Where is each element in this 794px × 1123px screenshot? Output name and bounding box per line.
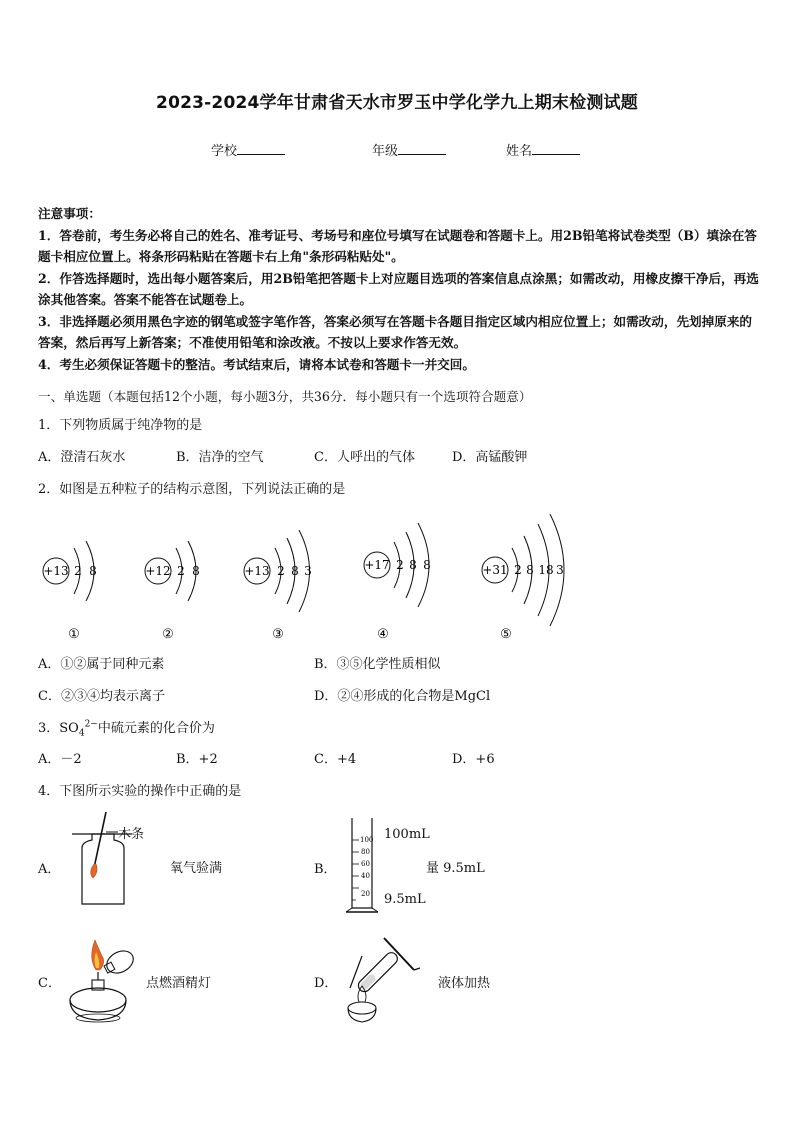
nucleus-charge: +31 [482,563,508,577]
note-item: 3．非选择题必须用黑色字迹的钢笔或签字笔作答，答案必须写在答题卡各题目指定区域内相应位置上；如需改动，先划掉原来的答案，然后再写上新答案；不准使用铅笔和涂改液。不按以上要求作答无效。 [38,313,753,350]
nucleus-charge: +13 [244,564,270,578]
question-2-stem: 2．如图是五种粒子的结构示意图，下列说法正确的是 [38,482,346,497]
shell-electrons: 2 [396,558,404,572]
school-blank[interactable] [237,141,285,155]
particle-5 [482,514,564,642]
nucleus-charge: +12 [145,564,171,578]
q4-b-caption: 量 9.5mL [426,861,485,876]
q3-option-a[interactable]: A．－2 [38,752,82,767]
q1-option-d[interactable]: D．高锰酸钾 [452,450,528,465]
q4-option-b[interactable]: B． [314,862,337,877]
shell-electrons: 2 [277,564,285,578]
question-1-stem: 1．下列物质属于纯净物的是 [38,418,203,433]
q4-option-a[interactable]: A． [38,862,61,877]
q2-option-a[interactable]: A．①②属于同种元素 [38,657,165,672]
grade-label: 年级 [372,144,399,159]
cylinder-top-label: 100mL [384,827,430,842]
page-title: 2023-2024学年甘肃省天水市罗玉中学化学九上期末检测试题 [156,93,638,113]
notes-heading: 注意事项： [38,206,101,221]
particle-label: ③ [272,627,284,642]
name-label: 姓名 [506,144,533,159]
question-4-stem: 4．下图所示实验的操作中正确的是 [38,784,242,799]
grade-field [372,140,446,159]
stick-label: 木条 [118,827,145,842]
nucleus-charge: +13 [43,564,69,578]
q1-option-a[interactable]: A．澄清石灰水 [38,450,126,465]
shell-electrons: 8 [192,564,200,578]
q4-a-caption: 氧气验满 [170,861,223,876]
note-item: 4．考生必须保证答题卡的整洁。考试结束后，请将本试卷和答题卡一并交回。 [38,356,475,372]
notes-block [38,203,760,375]
shell-electrons: 3 [304,564,312,578]
q1-option-b[interactable]: B．洁净的空气 [176,450,264,465]
shell-electrons: 8 [89,564,97,578]
q1-option-c[interactable]: C．人呼出的气体 [314,450,415,465]
q4-d-caption: 液体加热 [438,976,491,991]
particle-label: ① [68,627,80,642]
cylinder-tick: 20 [361,890,370,898]
shell-electrons: 3 [556,563,564,577]
q2-option-b[interactable]: B．③⑤化学性质相似 [314,657,441,672]
shell-electrons: 8 [409,558,417,572]
q3-option-c[interactable]: C．+4 [314,752,357,767]
graduated-cylinder-illustration [342,816,386,916]
shell-electrons: 8 [423,558,431,572]
question-3-stem: 3．$SO_4^{2-}$中硫元素的化合价为 [38,719,215,739]
test-tube-heating-illustration [340,930,432,1026]
cylinder-tick: 40 [361,872,370,880]
section-heading: 一、单选题（本题包括12个小题，每小题3分，共36分．每小题只有一个选项符合题意） [38,389,532,404]
name-blank[interactable] [532,141,580,155]
shell-electrons: 2 [514,563,522,577]
q2-option-c[interactable]: C．②③④均表示离子 [38,689,165,704]
shell-electrons: 8 [526,563,534,577]
particle-label: ④ [377,627,389,642]
nucleus-charge: +17 [364,558,390,572]
shell-electrons: 2 [74,564,82,578]
particle-4 [364,523,431,642]
gas-bottle-illustration [68,812,158,908]
shell-electrons: 18 [538,563,554,577]
q4-c-caption: 点燃酒精灯 [146,976,212,991]
particle-label: ⑤ [500,627,512,642]
q3-option-b[interactable]: B．+2 [176,752,218,767]
cylinder-bottom-label: 9.5mL [384,892,426,907]
q4-option-c[interactable]: C． [38,976,61,991]
particle-2 [145,541,200,642]
q2-option-d[interactable]: D．②④形成的化合物是MgCl [314,689,491,704]
atomic-structure-diagrams [30,508,590,648]
cylinder-tick: 60 [361,860,370,868]
school-field [211,140,285,159]
cylinder-tick: 100 [360,836,374,844]
cylinder-tick: 80 [361,848,370,856]
shell-electrons: 8 [291,564,299,578]
q3-option-d[interactable]: D．+6 [452,752,495,767]
note-item: 1．答卷前，考生务必将自己的姓名、准考证号、考场号和座位号填写在试题卷和答题卡上。用2B铅笔将试卷类型（B）填涂在答题卡相应位置上。将条形码粘贴在答题卡右上角"条形码粘贴处"。 [38,227,757,264]
note-item: 2．作答选择题时，选出每小题答案后，用2B铅笔把答题卡上对应题目选项的答案信息点涂黑；如需改动，用橡皮擦干净后，再选涂其他答案。答案不能答在试题卷上。 [38,270,759,307]
school-label: 学校 [211,144,238,159]
name-field [506,140,580,159]
particle-3 [244,530,312,642]
shell-electrons: 2 [177,564,185,578]
q4-option-d[interactable]: D． [314,976,338,991]
grade-blank[interactable] [398,141,446,155]
alcohol-lamp-lighting-illustration [62,934,146,1026]
particle-1 [43,541,97,642]
particle-label: ② [162,627,174,642]
